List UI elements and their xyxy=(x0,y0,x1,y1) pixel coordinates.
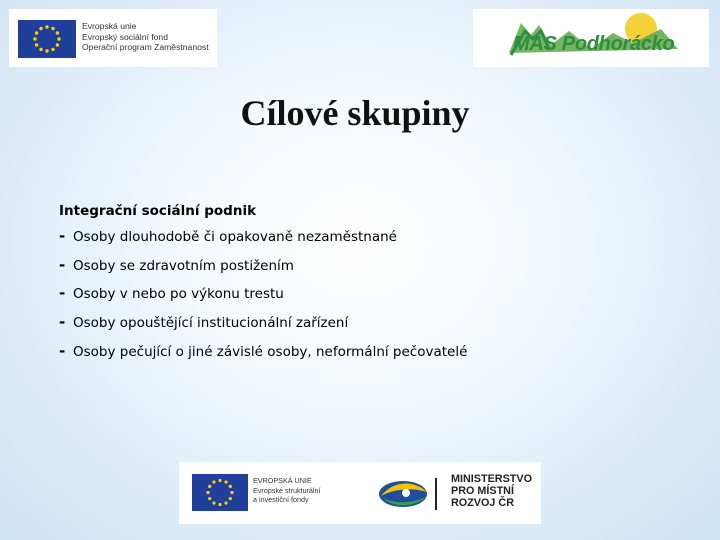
bullet-dash: - xyxy=(59,284,66,303)
list-item xyxy=(59,283,467,312)
bullet-dash: - xyxy=(59,313,66,332)
list-item-text: Osoby dlouhodobě či opakovaně nezaměstnané xyxy=(73,229,397,245)
mmr-name xyxy=(451,473,532,509)
list-item-text: Osoby opouštějící institucionální zařízení xyxy=(73,315,349,332)
eu-footer-line-2: Evropské strukturální xyxy=(253,485,321,495)
eu-line-1: Evropská unie xyxy=(82,21,137,31)
mmr-line-3: ROZVOJ ČR xyxy=(451,497,514,509)
bullet-dash: - xyxy=(59,341,66,360)
bullet-dash: - xyxy=(59,227,66,245)
list-item xyxy=(59,312,467,341)
slide-content xyxy=(59,203,467,369)
mmr-line-1: MINISTERSTVO xyxy=(451,473,532,485)
footer-logos xyxy=(179,462,541,524)
list-item xyxy=(59,255,467,284)
subheading: Integrační sociální podnik xyxy=(59,203,257,219)
list-item xyxy=(59,341,467,370)
eu-esf-logo xyxy=(9,9,217,67)
eu-flag-icon xyxy=(18,20,76,58)
mas-podhoracko-logo xyxy=(473,9,709,67)
bullet-dash: - xyxy=(59,255,66,274)
list-item xyxy=(59,226,467,255)
list-item-text: Osoby v nebo po výkonu trestu xyxy=(73,286,284,303)
slide-title: Cílové skupiny xyxy=(240,93,470,133)
target-group-list xyxy=(59,226,467,369)
mmr-logo-icon xyxy=(373,474,443,514)
list-item-text: Osoby pečující o jiné závislé osoby, neformální pečovatelé xyxy=(73,343,468,360)
mmr-line-2: PRO MÍSTNÍ xyxy=(451,485,514,497)
eu-footer-line-1: EVROPSKÁ UNIE xyxy=(253,476,312,485)
list-item-text: Osoby se zdravotním postižením xyxy=(73,257,294,274)
eu-footer-line-3: a investiční fondy xyxy=(253,495,309,504)
eu-line-2: Evropský sociální fond xyxy=(82,31,168,42)
eu-line-3: Operační program Zaměstnanost xyxy=(82,42,209,52)
mas-name: MAS Podhorácko xyxy=(513,33,675,55)
eu-flag-icon xyxy=(192,474,248,511)
